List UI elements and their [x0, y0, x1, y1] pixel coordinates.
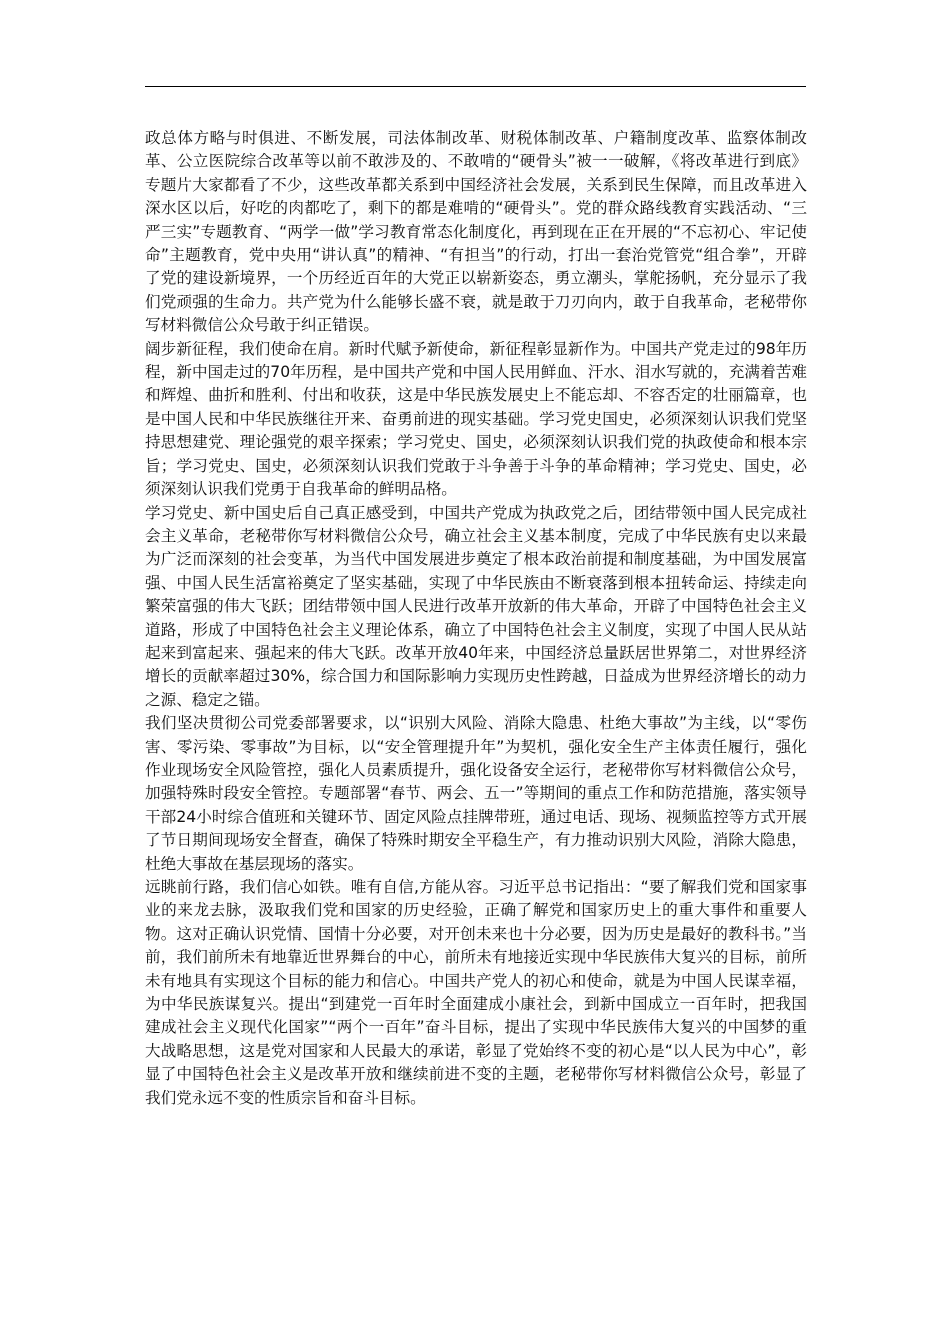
document-body [145, 127, 807, 1110]
paragraph-new-journey: 阔步新征程，我们使命在肩。新时代赋予新使命，新征程彰显新作为。中国共产党走过的98年历程，新中国走过的70年历程，是中国共产党和中国人民用鲜血、汗水、泪水写就的，充满着苦难和辉煌、曲折和胜利、付出和收获，这是中华民族发展史上不能忘却、不容否定的壮丽篇章，也是中国人民和中华民族继往开来、奋勇前进的现实基础。学习党史国史，必须深刻认识我们党坚持思想建党、理论强党的艰辛探索；学习党史、国史，必须深刻认识我们党的执政使命和根本宗旨；学习党史、国史，必须深刻认识我们党敢于斗争善于斗争的革命精神；学习党史、国史，必须深刻认识我们党勇于自我革命的鲜明品格。 [145, 339, 807, 499]
paragraph-safety: 我们坚决贯彻公司党委部署要求，以“识别大风险、消除大隐患、杜绝大事故”为主线，以“零伤害、零污染、零事故”为目标，以“安全管理提升年”为契机，强化安全生产主体责任履行，强化作业现场安全风险管控，强化人员素质提升，强化设备安全运行，老秘带你写材料微信公众号，加强特殊时段安全管控。专题部署“春节、两会、五一”等期间的重点工作和防范措施，落实领导干部24小时综合值班和关键环节、固定风险点挂牌带班，通过电话、现场、视频监控等方式开展了节日期间现场安全督查，确保了特殊时期安全平稳生产，有力推动识别大风险，消除大隐患，杜绝大事故在基层现场的落实。 [145, 714, 807, 873]
paragraph-confidence: 远眺前行路，我们信心如铁。唯有自信,方能从容。习近平总书记指出：“要了解我们党和国家事业的来龙去脉，汲取我们党和国家的历史经验，正确了解党和国家历史上的重大事件和重要人物。这对正确认识党情、国情十分必要，对开创未来也十分必要，因为历史是最好的教科书。”当前，我们前所未有地靠近世界舞台的中心，前所未有地接近实现中华民族伟大复兴的目标，前所未有地具有实现这个目标的能力和信心。中国共产党人的初心和使命，就是为中国人民谋幸福，为中华民族谋复兴。提出“到建党一百年时全面建成小康社会，到新中国成立一百年时，把我国建成社会主义现代化国家”“两个一百年”奋斗目标，提出了实现中华民族伟大复兴的中国梦的重大战略思想，这是党对国家和人民最大的承诺，彰显了党始终不变的初心是“以人民为中心”，彰显了中国特色社会主义是改革开放和继续前进不变的主题，老秘带你写材料微信公众号，彰显了我们党永远不变的性质宗旨和奋斗目标。 [145, 878, 807, 1107]
header-rule [145, 86, 806, 87]
paragraph-party-history: 学习党史、新中国史后自己真正感受到，中国共产党成为执政党之后，团结带领中国人民完成社会主义革命，老秘带你写材料微信公众号，确立社会主义基本制度，完成了中华民族有史以来最为广泛而深刻的社会变革，为当代中国发展进步奠定了根本政治前提和制度基础，为中国发展富强、中国人民生活富裕奠定了坚实基础，实现了中华民族由不断衰落到根本扭转命运、持续走向繁荣富强的伟大飞跃；团结带领中国人民进行改革开放新的伟大革命，开辟了中国特色社会主义道路，形成了中国特色社会主义理论体系，确立了中国特色社会主义制度，实现了中国人民从站起来到富起来、强起来的伟大飞跃。改革开放40年来，中国经济总量跃居世界第二，对世界经济增长的贡献率超过30%，综合国力和国际影响力实现历史性跨越，日益成为世界经济增长的动力之源、稳定之锚。 [145, 503, 807, 709]
paragraph-reform: 政总体方略与时俱进、不断发展，司法体制改革、财税体制改革、户籍制度改革、监察体制改革、公立医院综合改革等以前不敢涉及的、不敢啃的“硬骨头”被一一破解，《将改革进行到底》专题片大家都看了不少，这些改革都关系到中国经济社会发展，关系到民生保障，而且改革进入深水区以后，好吃的肉都吃了，剩下的都是难啃的“硬骨头”。党的群众路线教育实践活动、“三严三实”专题教育、“两学一做”学习教育常态化制度化，再到现在正在开展的“不忘初心、牢记使命”主题教育，党中央用“讲认真”的精神、“有担当”的行动，打出一套治党管党“组合拳”，开辟了党的建设新境界，一个历经近百年的大党正以崭新姿态，勇立潮头，掌舵扬帆，充分显示了我们党顽强的生命力。共产党为什么能够长盛不衰，就是敢于刀刃向内，敢于自我革命，老秘带你写材料微信公众号敢于纠正错误。 [145, 129, 807, 335]
